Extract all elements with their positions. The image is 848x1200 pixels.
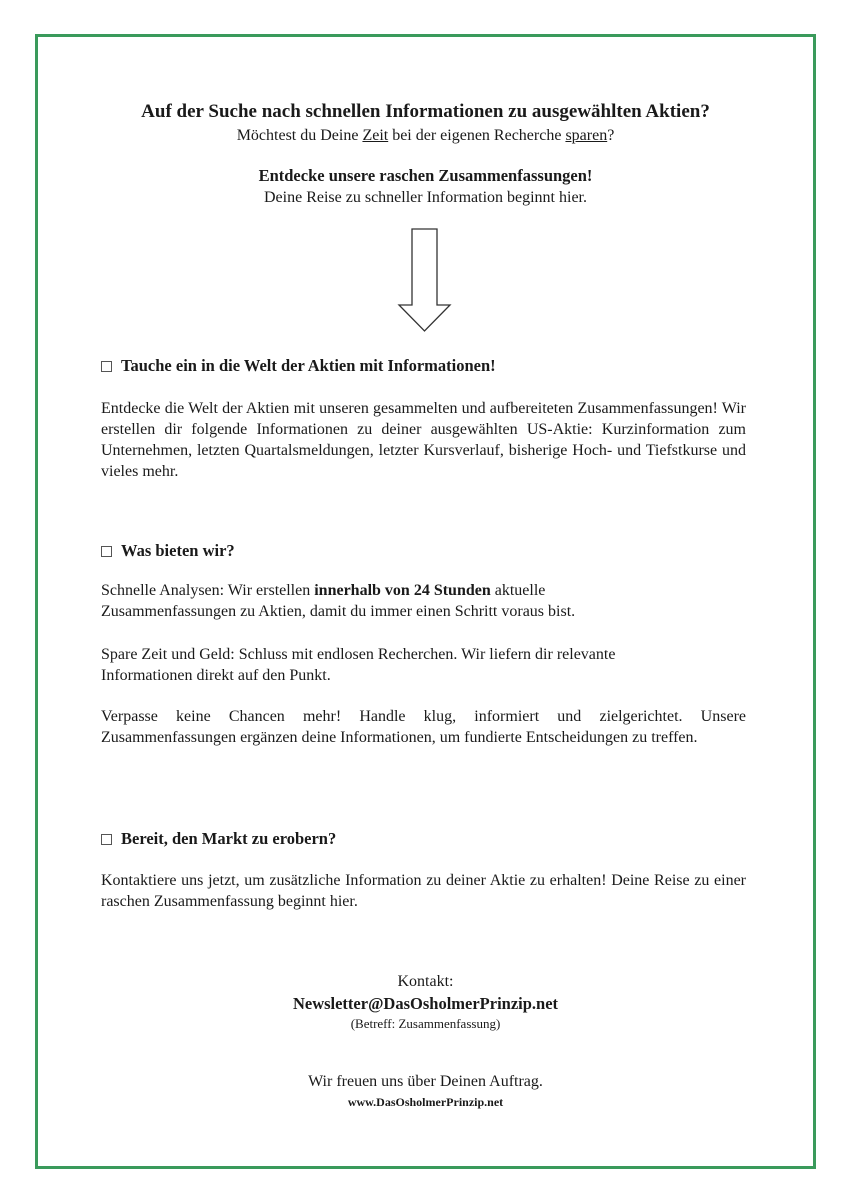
subline-zeit: Zeit <box>362 127 389 144</box>
checkbox-icon <box>101 834 112 845</box>
subline-text-3: ? <box>607 127 615 144</box>
section-title-text: Was bieten wir? <box>121 541 235 560</box>
checkbox-icon <box>101 546 112 557</box>
checkbox-icon <box>101 361 112 372</box>
cta-title: Entdecke unsere raschen Zusammenfassungen! <box>258 166 593 185</box>
paragraph-verpasse: Verpasse keine Chancen mehr! Handle klug, informiert und zielgerichtet. Unsere Zusammenfassungen ergänzen deine Informationen, um fundierte Entscheidungen zu treffen. <box>101 708 746 746</box>
paragraph-text: aktuelle Zusammenfassungen zu Aktien, damit du immer einen Schritt voraus bist. <box>101 582 576 620</box>
section-title-bereit <box>101 829 336 849</box>
headline: Auf der Suche nach schnellen Informationen zu ausgewählten Aktien? <box>141 101 710 122</box>
contact-note: (Betreff: Zusammenfassung) <box>350 1016 501 1031</box>
section-paragraph-tauche-ein: Entdecke die Welt der Aktien mit unseren gesammelten und aufbereiteten Zusammenfassungen! Wir erstellen dir folgende Informationen zu deiner ausgewählten US-Aktie: Kurzinformation zum Unternehmen, letzten Quartalsmeldungen, letzter Kursverlauf, bisherige Hoch- und Tiefstkurse und vieles mehr. <box>101 400 746 480</box>
subline-text-2: bei der eigenen Recherche <box>388 127 566 144</box>
subline-sparen: sparen <box>565 127 608 144</box>
thanks-text: Wir freuen uns über Deinen Auftrag. <box>308 1073 543 1090</box>
section-paragraph-bereit: Kontaktiere uns jetzt, um zusätzliche Information zu deiner Aktie zu erhalten! Deine Reise zu einer raschen Zusammenfassung beginnt hier. <box>101 872 746 910</box>
cta-subtitle: Deine Reise zu schneller Information beginnt hier. <box>263 189 587 206</box>
subline-text-1: Möchtest du Deine <box>236 127 363 144</box>
paragraph-text: Schnelle Analysen: Wir erstellen <box>101 582 315 599</box>
paragraph-bold: innerhalb von 24 Stunden <box>314 582 491 599</box>
contact-label: Kontakt: <box>397 973 454 990</box>
subline <box>38 127 813 145</box>
arrow-down-icon <box>397 227 452 333</box>
paragraph-spare-zeit: Spare Zeit und Geld: Schluss mit endlosen Recherchen. Wir liefern dir relevante Informationen direkt auf den Punkt. <box>101 646 616 684</box>
website-link[interactable]: www.DasOsholmerPrinzip.net <box>347 1095 504 1109</box>
paragraph-schnelle-analysen <box>101 580 621 622</box>
section-title-text: Tauche ein in die Welt der Aktien mit Informationen! <box>121 356 496 375</box>
section-title-text: Bereit, den Markt zu erobern? <box>121 829 337 848</box>
section-title-tauche-ein <box>101 356 496 376</box>
section-title-was-bieten-wir <box>101 541 235 561</box>
contact-email[interactable]: Newsletter@DasOsholmerPrinzip.net <box>292 994 559 1013</box>
